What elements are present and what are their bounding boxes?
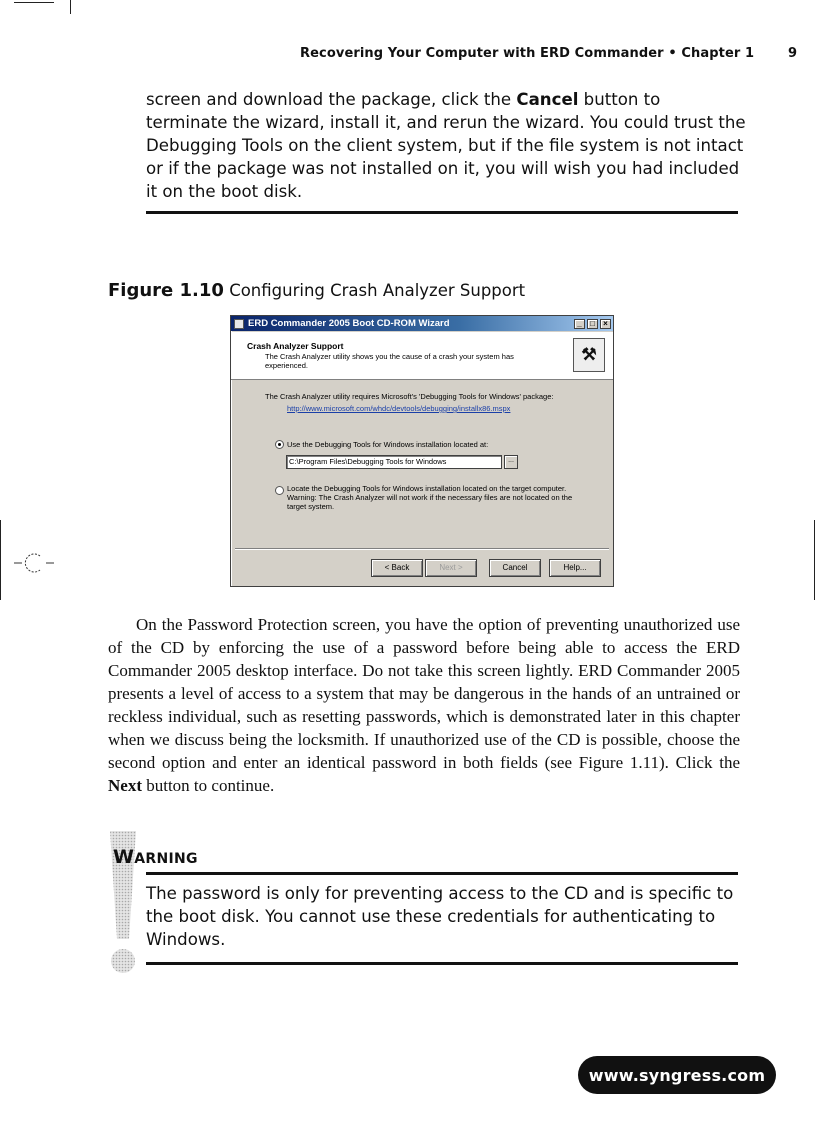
body-text-after: button to continue. xyxy=(141,776,275,795)
option-target-label[interactable]: Locate the Debugging Tools for Windows installation located on the target computer. Warning: The Crash Analyzer will not work if the necessary files are not located on the target system. xyxy=(287,484,573,511)
crop-mark-left xyxy=(0,520,1,600)
sidebar-text-before: screen and download the package, click the xyxy=(146,90,517,109)
figure-number: Figure 1.10 xyxy=(108,280,224,301)
figure-caption xyxy=(108,280,525,301)
running-head: Recovering Your Computer with ERD Commander • Chapter 1 xyxy=(300,46,755,61)
dialog-title-bar[interactable] xyxy=(231,316,613,331)
browse-button[interactable]: ... xyxy=(504,455,518,469)
dialog-separator xyxy=(235,548,609,550)
sidebar-bottom-rule xyxy=(146,211,738,214)
help-button[interactable]: Help... xyxy=(549,559,601,577)
wizard-dialog xyxy=(230,315,614,587)
app-icon xyxy=(234,319,244,329)
back-button[interactable]: < Back xyxy=(371,559,423,577)
warning-top-rule xyxy=(146,872,738,875)
debugging-tools-path-input[interactable]: C:\Program Files\Debugging Tools for Windows xyxy=(286,455,502,469)
crop-mark-right xyxy=(814,520,815,600)
crop-mark-top-vertical xyxy=(70,0,71,14)
warning-title-initial: W xyxy=(113,846,135,868)
sidebar-continuation-text xyxy=(146,88,746,203)
option-target-radio[interactable] xyxy=(275,486,284,495)
option-use-local-radio[interactable] xyxy=(275,440,284,449)
dialog-header xyxy=(231,332,613,380)
body-bold-word: Next xyxy=(108,776,142,795)
crop-mark-top-left xyxy=(14,2,54,3)
figure-caption-text: Configuring Crash Analyzer Support xyxy=(229,281,526,300)
header-subtitle: The Crash Analyzer utility shows you the cause of a crash your system has experienced. xyxy=(265,352,514,370)
next-button[interactable]: Next > xyxy=(425,559,477,577)
page-number: 9 xyxy=(788,46,798,61)
maximize-icon[interactable]: □ xyxy=(587,319,598,329)
wizard-logo-icon: ⚒ xyxy=(573,338,605,372)
option-use-local-label[interactable]: Use the Debugging Tools for Windows installation located at: xyxy=(287,440,489,449)
close-icon[interactable]: × xyxy=(600,319,611,329)
warning-bottom-rule xyxy=(146,962,738,965)
warning-text: The password is only for preventing access to the CD and is specific to the boot disk. You cannot use these credentials for authenticating to Windows. xyxy=(146,884,734,949)
sidebar-bold-word: Cancel xyxy=(516,90,579,109)
download-link[interactable]: http://www.microsoft.com/whdc/devtools/debugging/installx86.mspx xyxy=(287,404,511,413)
warning-title-rest: ARNING xyxy=(134,851,198,867)
sidebar-text-after: button to terminate the wizard, install it, and rerun the wizard. You could trust the Debugging Tools on the client system, but if the file system is not intact or if the package was not installed on it, you will wish you had included it on the boot disk. xyxy=(146,90,746,201)
cancel-button[interactable]: Cancel xyxy=(489,559,541,577)
header-title: Crash Analyzer Support xyxy=(247,341,344,351)
registration-mark-icon xyxy=(14,548,54,578)
body-text-before: On the Password Protection screen, you have the option of preventing unauthorized use of the CD by enforcing the use of a password before being able to access the ERD Commander 2005 desktop interface. Do not take this screen lightly. ERD Commander 2005 presents a level of access to a system that may be dangerous in the hands of an untrained or reckless individual, such as resetting passwords, which is demonstrated later in this chapter when we discuss being the locksmith. If unauthorized use of the CD is possible, choose the second option and enter an identical password in both fields (see Figure 1.11). Click the xyxy=(108,615,740,772)
requirement-text: The Crash Analyzer utility requires Microsoft's 'Debugging Tools for Windows' package: xyxy=(265,392,554,401)
dialog-title: ERD Commander 2005 Boot CD-ROM Wizard xyxy=(248,318,450,329)
publisher-url-badge: www.syngress.com xyxy=(578,1056,776,1094)
body-paragraph xyxy=(108,613,740,797)
minimize-icon[interactable]: _ xyxy=(574,319,585,329)
warning-title xyxy=(113,846,198,868)
